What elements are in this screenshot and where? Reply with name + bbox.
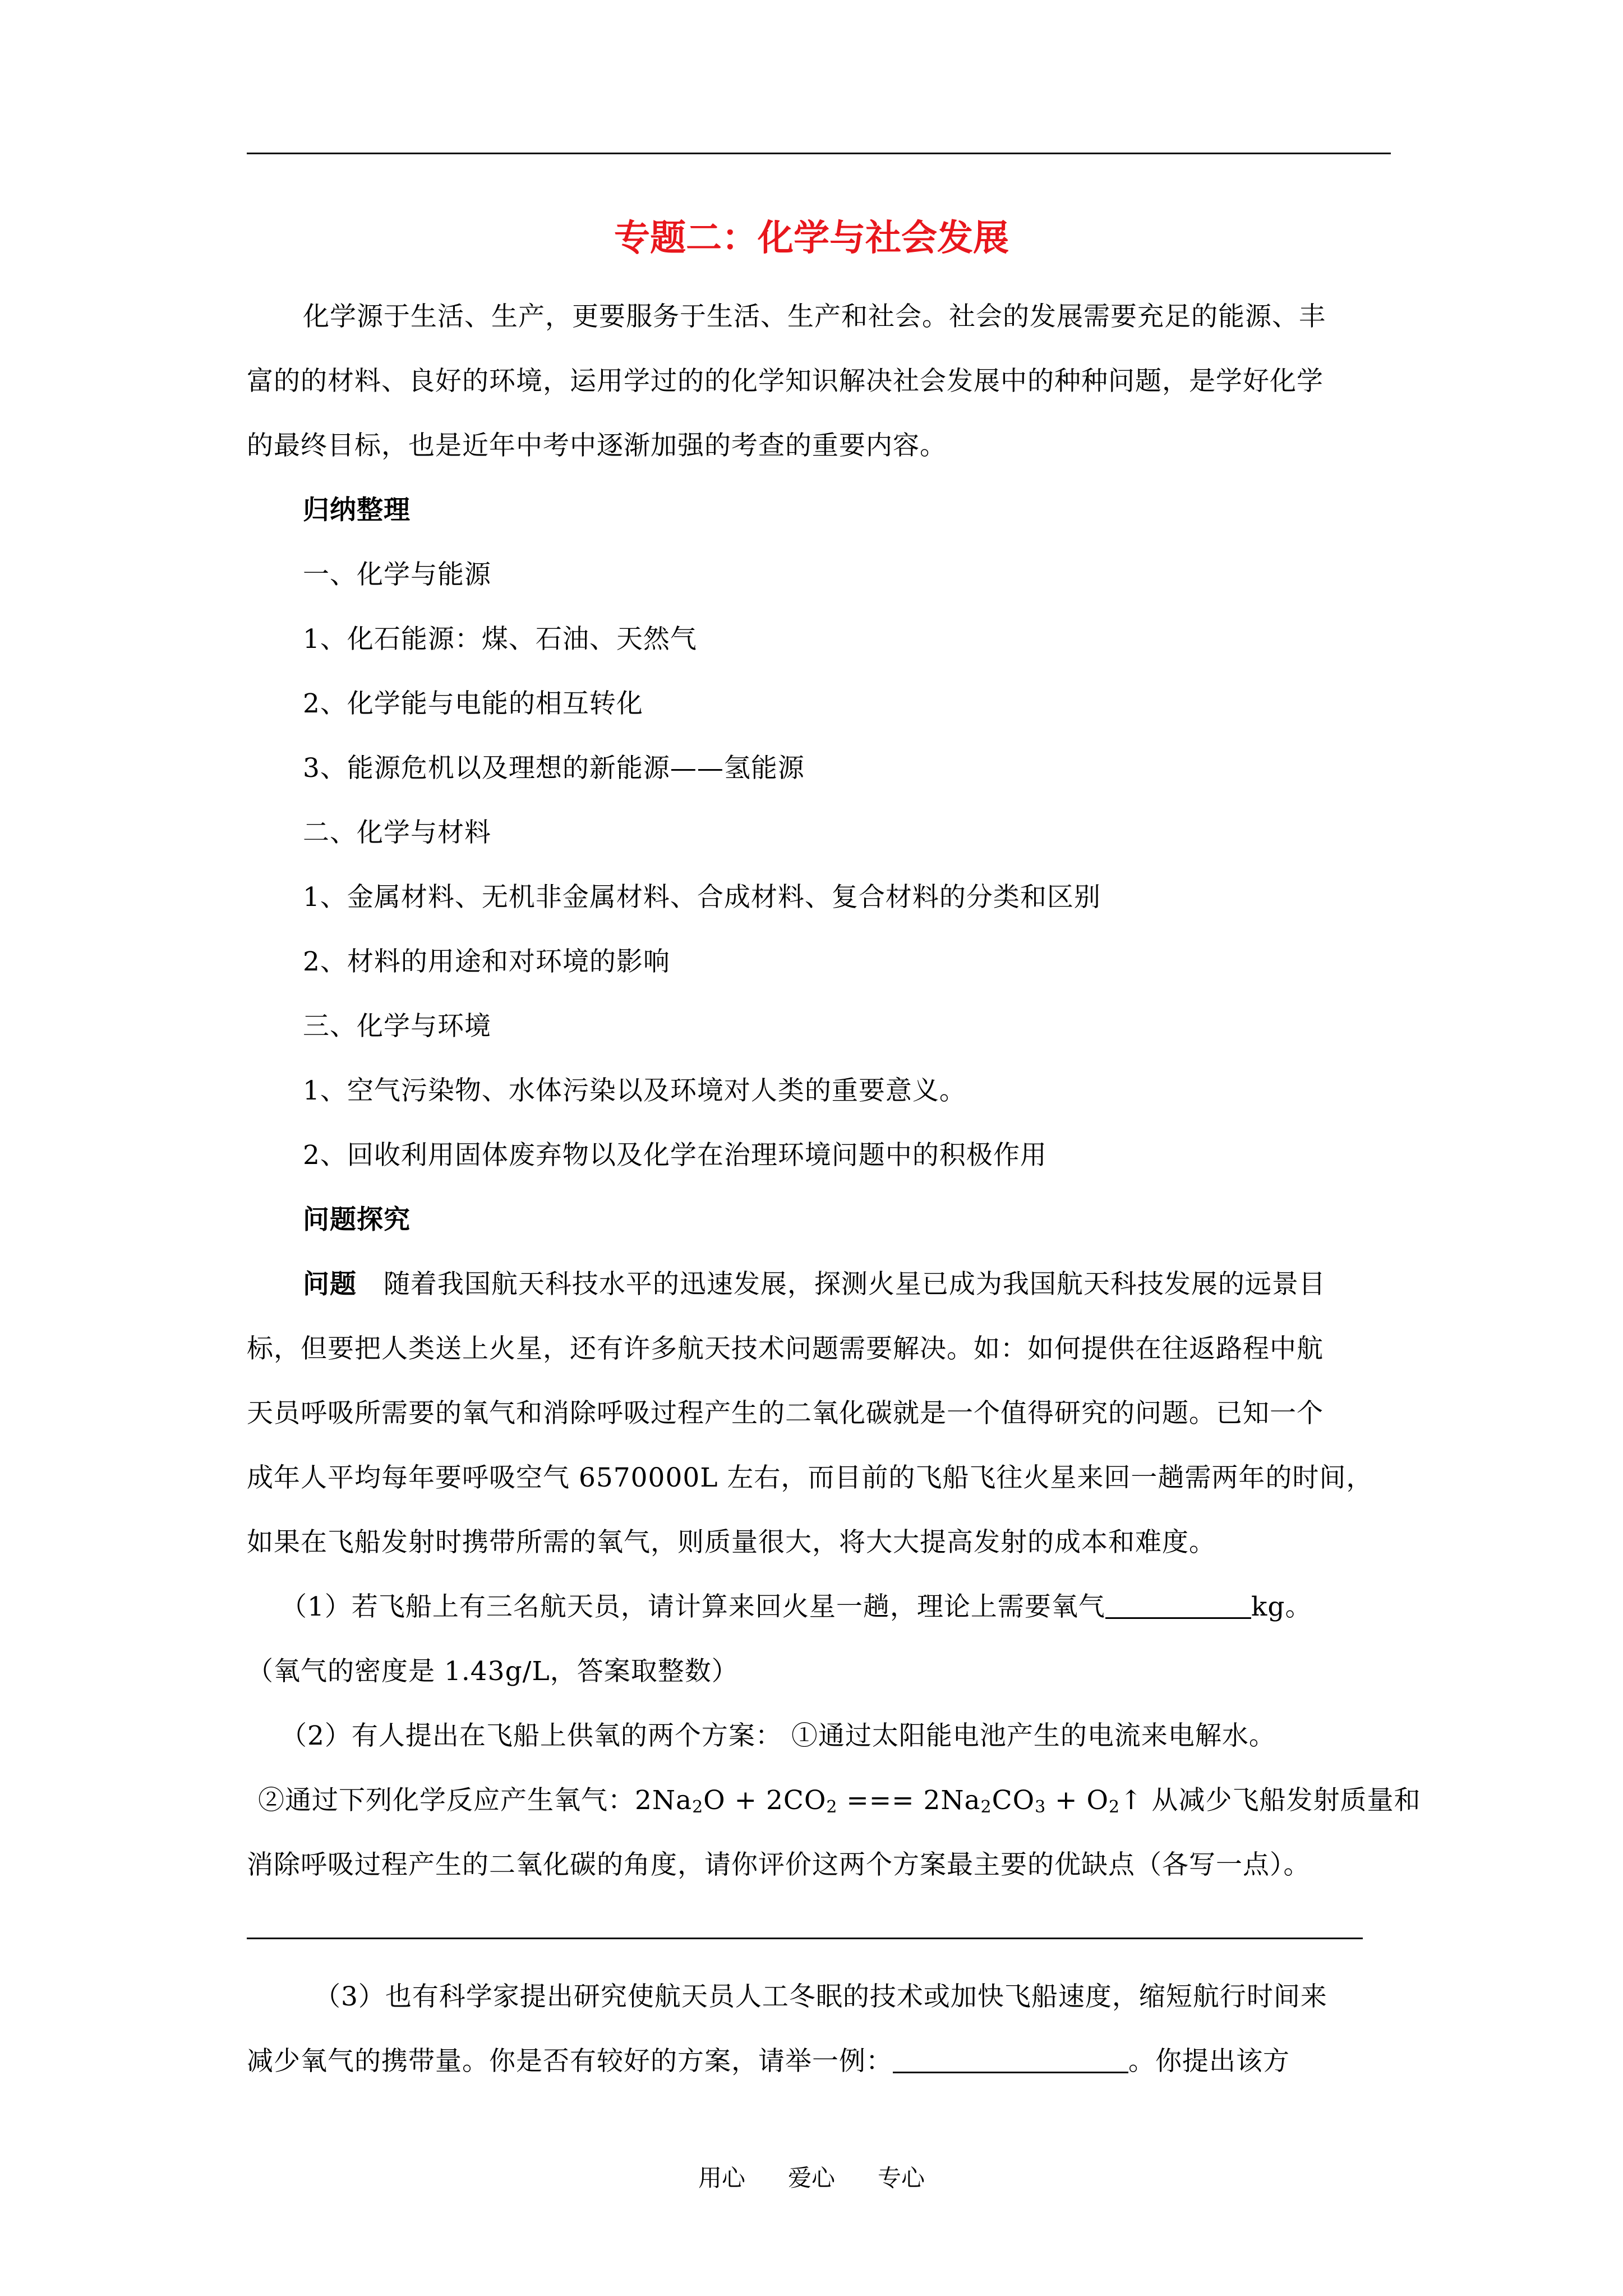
problem-label: 问题 — [303, 1269, 357, 1300]
page-title: 专题二：化学与社会发展 — [614, 217, 1009, 259]
question-1-unit: kg。 — [1251, 1591, 1312, 1622]
problem-line-3: 天员呼吸所需要的氧气和消除呼吸过程产生的二氧化碳就是一个值得研究的问题。已知一个 — [247, 1398, 1324, 1429]
question-3-line-1: （3）也有科学家提出研究使航天员人工冬眠的技术或加快飞船速度，缩短航行时间来 — [314, 1981, 1327, 2012]
question-2-line-2-tail: 从减少飞船发射质量和 — [1142, 1785, 1421, 1816]
summary-item-7: 2、材料的用途和对环境的影响 — [303, 946, 670, 977]
question-3-line-2-text: 减少氧气的携带量。你是否有较好的方案，请举一例： — [247, 2046, 893, 2077]
answer-rule[interactable] — [247, 1938, 1363, 1939]
summary-item-1: 一、化学与能源 — [303, 559, 491, 590]
answer-blank-3[interactable] — [893, 2045, 1128, 2073]
problem-line-1 — [303, 1268, 1391, 1301]
question-3-line-2 — [247, 2045, 1391, 2078]
intro-line-2: 富的的材料、良好的环境，运用学过的的化学知识解决社会发展中的种种问题，是学好化学 — [247, 366, 1324, 397]
question-2-line-2 — [258, 1784, 1421, 1818]
summary-item-5: 二、化学与材料 — [303, 817, 491, 848]
summary-item-9: 1、空气污染物、水体污染以及环境对人类的重要意义。 — [303, 1075, 966, 1106]
header-rule — [247, 153, 1391, 154]
answer-blank-1[interactable] — [1105, 1590, 1251, 1619]
explore-heading: 问题探究 — [303, 1204, 411, 1235]
problem-text-1: 随着我国航天科技水平的迅速发展，探测火星已成为我国航天科技发展的远景目 — [383, 1269, 1326, 1300]
footer-word-1: 用心 — [698, 2164, 745, 2192]
page-footer — [0, 2162, 1623, 2194]
question-3-line-2-tail: 。你提出该方 — [1128, 2046, 1290, 2077]
problem-line-5: 如果在飞船发射时携带所需的氧气，则质量很大，将大大提高发射的成本和难度。 — [247, 1527, 1216, 1558]
summary-heading: 归纳整理 — [303, 495, 411, 526]
question-1-note: （氧气的密度是 1.43g/L，答案取整数） — [247, 1656, 739, 1687]
problem-line-4: 成年人平均每年要呼吸空气 6570000L 左右，而目前的飞船飞往火星来回一趟需两年的时间， — [247, 1462, 1373, 1493]
intro-line-1: 化学源于生活、生产，更要服务于生活、生产和社会。社会的发展需要充足的能源、丰 — [303, 301, 1326, 332]
chemical-equation: $2Na_2O + 2CO_2$ === $2Na_2CO_3$ + $O_2↑$ — [635, 1785, 1143, 1817]
question-2-line-1: （2）有人提出在飞船上供氧的两个方案： ①通过太阳能电池产生的电流来电解水。 — [280, 1720, 1276, 1751]
question-1 — [280, 1590, 1368, 1624]
summary-item-3: 2、化学能与电能的相互转化 — [303, 688, 643, 719]
intro-line-3: 的最终目标，也是近年中考中逐渐加强的考查的重要内容。 — [247, 430, 947, 461]
question-1-text: （1）若飞船上有三名航天员，请计算来回火星一趟，理论上需要氧气 — [280, 1591, 1105, 1622]
summary-item-6: 1、金属材料、无机非金属材料、合成材料、复合材料的分类和区别 — [303, 882, 1101, 913]
question-2-line-2-text: ②通过下列化学反应产生氧气： — [258, 1785, 635, 1816]
footer-word-3: 专心 — [878, 2164, 925, 2192]
summary-item-10: 2、回收利用固体废弃物以及化学在治理环境问题中的积极作用 — [303, 1140, 1047, 1171]
question-2-line-3: 消除呼吸过程产生的二氧化碳的角度，请你评价这两个方案最主要的优缺点（各写一点）。 — [247, 1849, 1311, 1880]
summary-item-4: 3、能源危机以及理想的新能源——氢能源 — [303, 753, 805, 784]
problem-line-2: 标，但要把人类送上火星，还有许多航天技术问题需要解决。如：如何提供在往返路程中航 — [247, 1333, 1324, 1364]
footer-word-2: 爱心 — [787, 2164, 835, 2192]
summary-item-8: 三、化学与环境 — [303, 1011, 491, 1042]
summary-item-2: 1、化石能源：煤、石油、天然气 — [303, 624, 697, 655]
